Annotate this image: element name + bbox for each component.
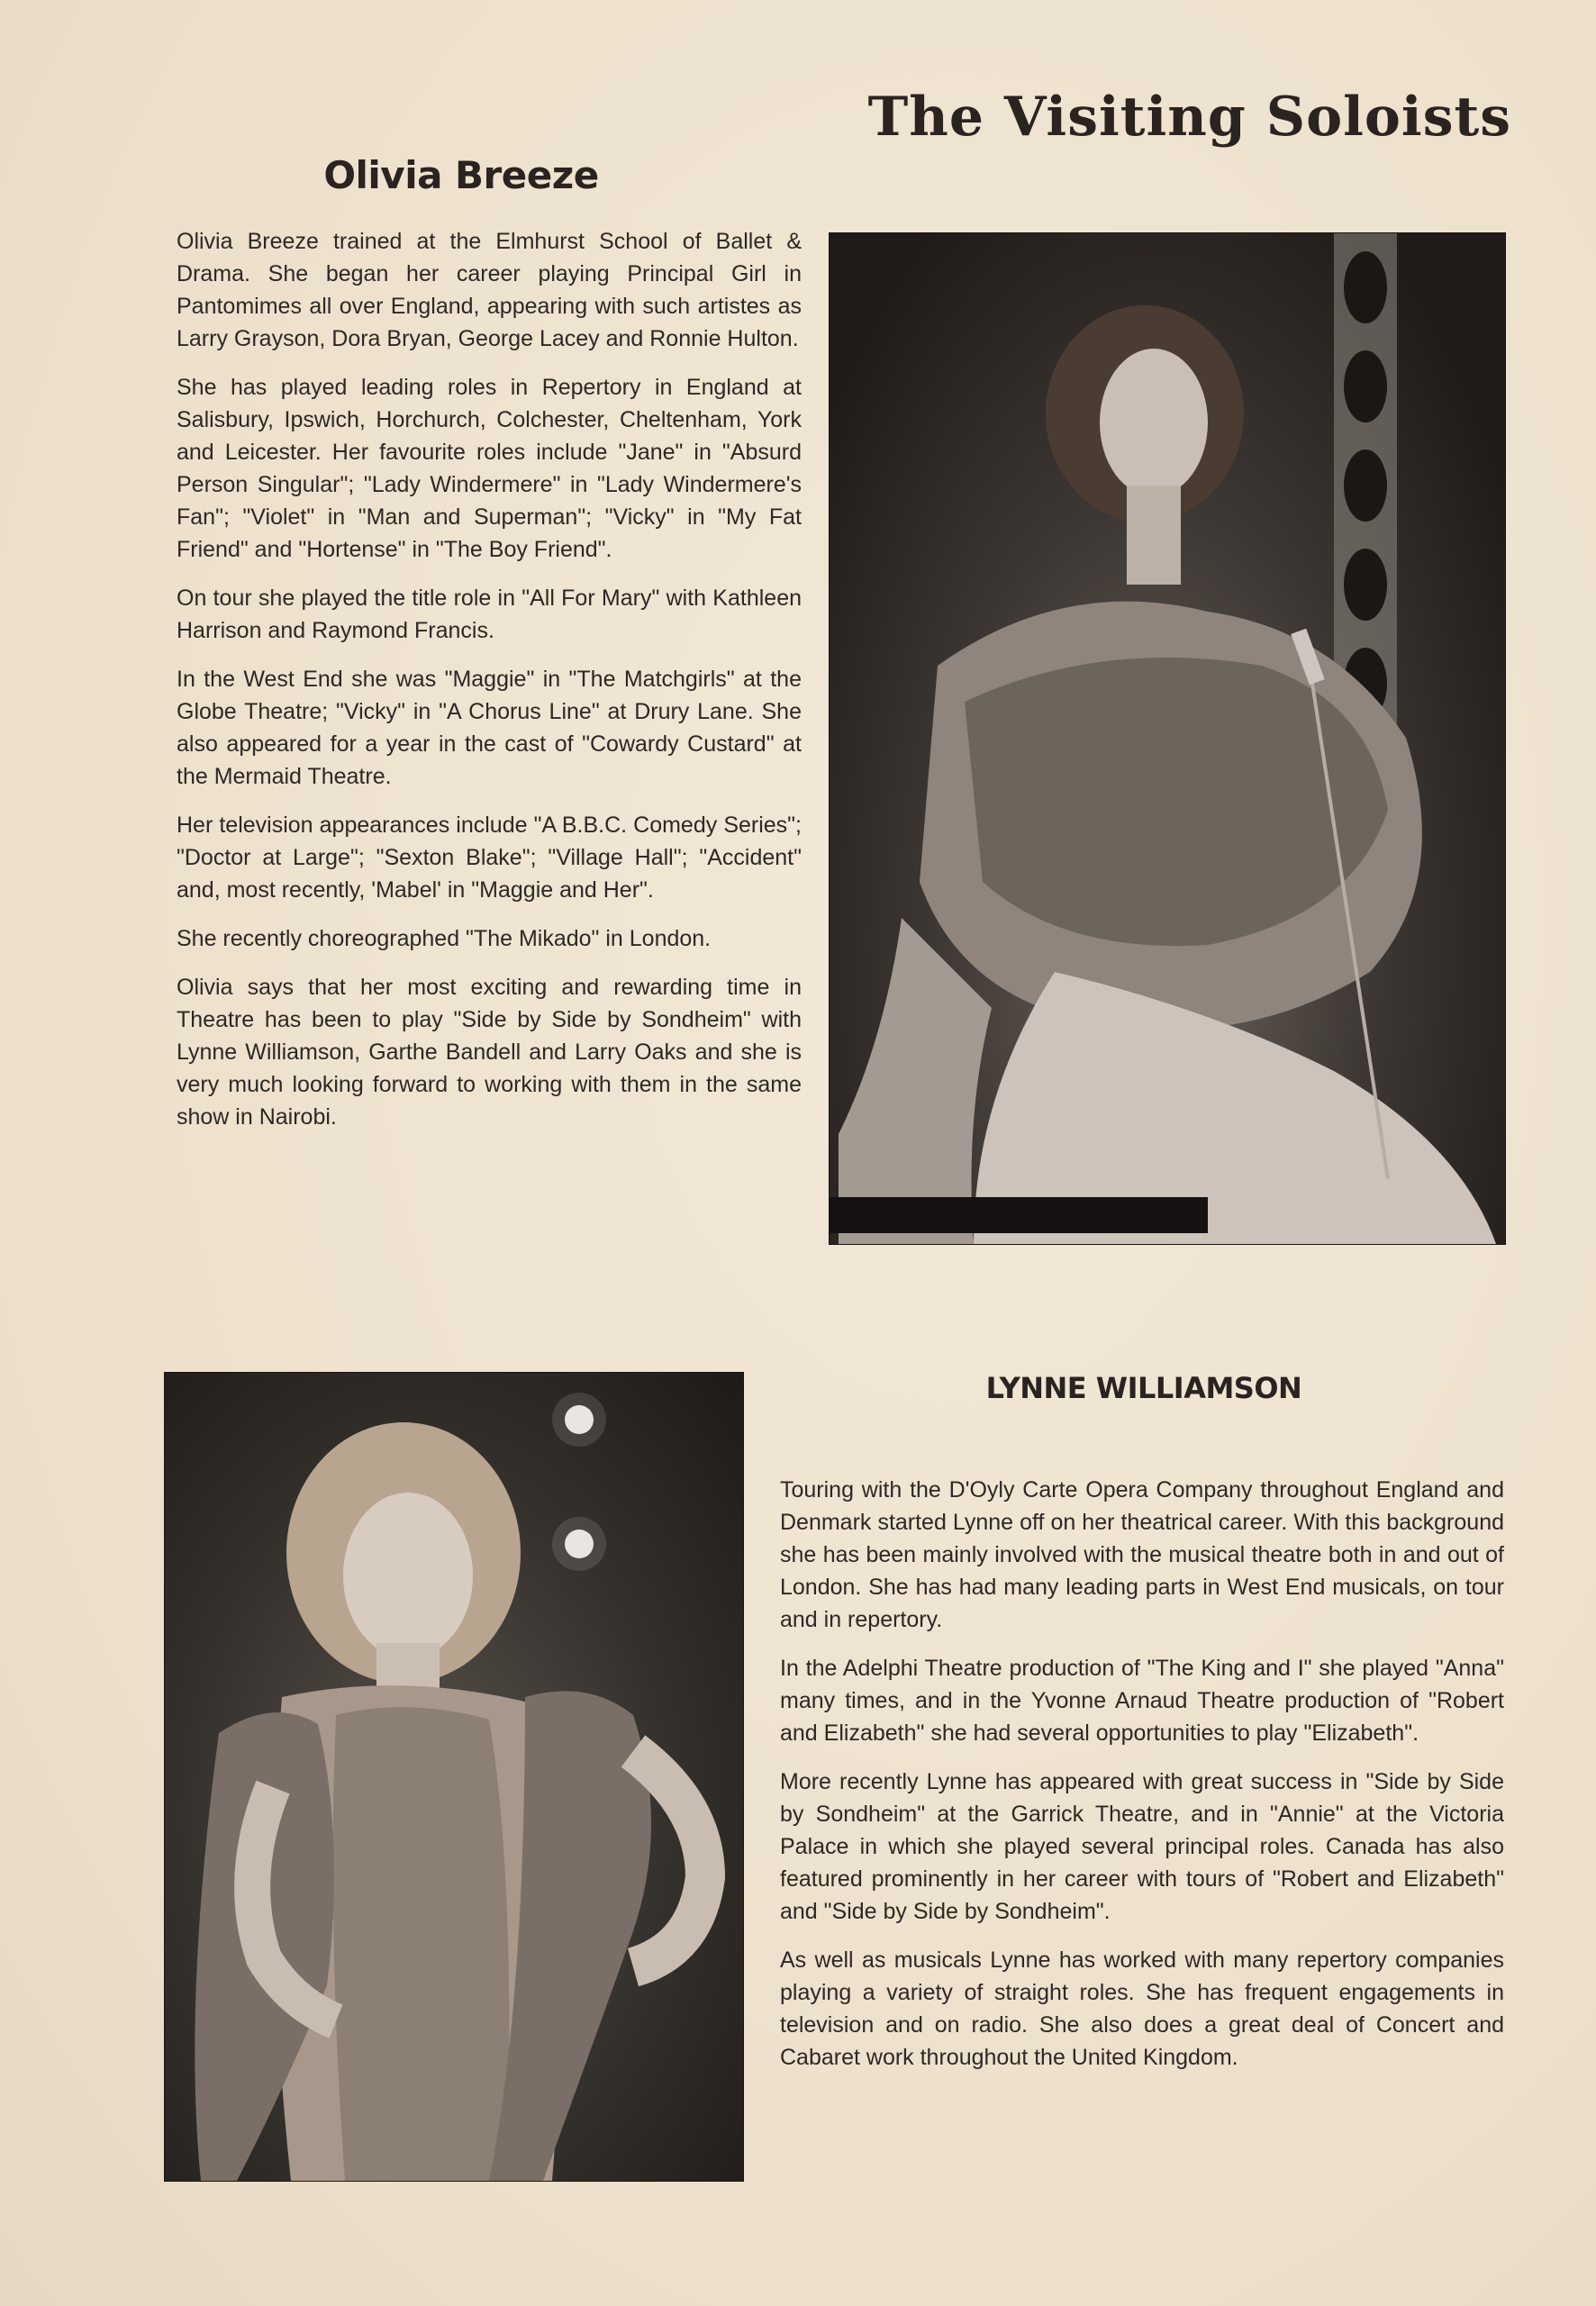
olivia-bio (177, 225, 802, 1149)
lynne-bio-paragraph: As well as musicals Lynne has worked with many repertory companies playing a variety of straight roles. She has frequent engagements in television and on radio. She also does a great deal of Concert and Cabaret work throughout the United Kingdom. (780, 1947, 1504, 2070)
olivia-photo-illustration (830, 233, 1505, 1244)
olivia-photo (829, 232, 1506, 1245)
lynne-bio-paragraph: More recently Lynne has appeared with great success in "Side by Side by Sondheim" at the Garrick Theatre, and in "Annie" at the Victoria Palace in which she played several principal roles. Canada has also featured prominently in her career with tours of "Robert and Elizabeth" and "Side by Side by Sondheim". (780, 1769, 1504, 1924)
olivia-bio-paragraph: On tour she played the title role in "All For Mary" with Kathleen Harrison and Raymond Francis. (177, 586, 802, 643)
lynne-photo (164, 1372, 744, 2182)
olivia-bio-paragraph: She has played leading roles in Repertory in England at Salisbury, Ipswich, Horchurch, Colchester, Cheltenham, York and Leicester. Her favourite roles include "Jane" in "Absurd Person Singular"; "Lady Windermere" in "Lady Windermere's Fan"; "Violet" in "Man and Superman"; "Vicky" in "My Fat Friend" and "Hortense" in "The Boy Friend". (177, 375, 802, 562)
lynne-bio-paragraph: In the Adelphi Theatre production of "The King and I" she played "Anna" many times, and in the Yvonne Arnaud Theatre production of "Robert and Elizabeth" she had several opportunities to play "Elizabeth". (780, 1656, 1504, 1746)
olivia-bio-paragraph: Olivia Breeze trained at the Elmhurst School of Ballet & Drama. She began her career playing Principal Girl in Pantomimes all over England, appearing with such artistes as Larry Grayson, Dora Bryan, George Lacey and Ronnie Hulton. (177, 229, 802, 351)
olivia-name-heading: Olivia Breeze (323, 153, 599, 197)
lynne-name-heading: LYNNE WILLIAMSON (985, 1371, 1302, 1405)
page-title: The Visiting Soloists (867, 86, 1511, 149)
lynne-bio (780, 1474, 1504, 2090)
olivia-bio-paragraph: In the West End she was "Maggie" in "The Matchgirls" at the Globe Theatre; "Vicky" in "A Chorus Line" at Drury Lane. She also appeared for a year in the cast of "Cowardy Custard" at the Mermaid Theatre. (177, 667, 802, 789)
olivia-bio-paragraph: Her television appearances include "A B.B.C. Comedy Series"; "Doctor at Large"; "Sexton Blake"; "Village Hall"; "Accident" and, most recently, 'Mabel' in "Maggie and Her". (177, 813, 802, 903)
olivia-bio-paragraph: She recently choreographed "The Mikado" in London. (177, 926, 712, 951)
olivia-bio-paragraph: Olivia says that her most exciting and rewarding time in Theatre has been to play "Side by Side by Sondheim" with Lynne Williamson, Garthe Bandell and Larry Oaks and she is very much looking forward to working with them in the same show in Nairobi. (177, 975, 802, 1130)
lynne-photo-illustration (165, 1373, 743, 2181)
lynne-bio-paragraph: Touring with the D'Oyly Carte Opera Company throughout England and Denmark started Lynne off on her theatrical career. With this background she has been mainly involved with the musical theatre both in and out of London. She has had many leading parts in West End musicals, on tour and in repertory. (780, 1477, 1504, 1632)
